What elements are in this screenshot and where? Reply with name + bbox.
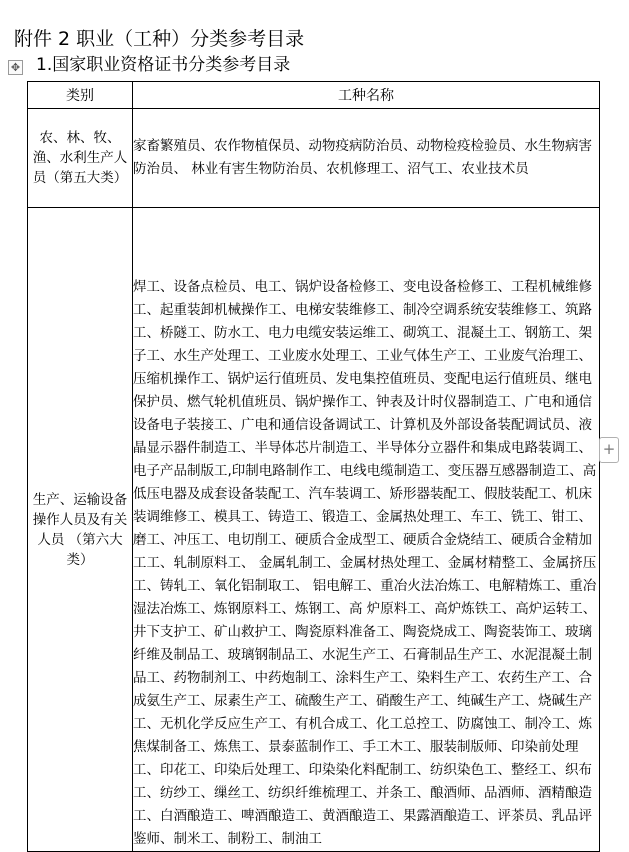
- table-header-row: [28, 82, 600, 109]
- category-cell: 农、林、牧、渔、水利生产人员（第五大类）: [28, 109, 133, 208]
- header-category: 类别: [28, 82, 133, 109]
- occupation-catalog-table: [27, 81, 600, 852]
- header-names: 工种名称: [133, 82, 600, 109]
- table-row: [28, 109, 600, 208]
- add-column-icon[interactable]: +: [599, 437, 619, 463]
- category-cell: 生产、运输设备操作人员及有关人员 （第六大类）: [28, 208, 133, 852]
- table-move-handle-icon[interactable]: ✥: [8, 60, 23, 75]
- table-title: 1.国家职业资格证书分类参考目录: [36, 55, 291, 75]
- table-row: [28, 208, 600, 852]
- names-cell: 家畜繁殖员、农作物植保员、动物疫病防治员、动物检疫检验员、水生物病害防治员、 林业有害生物防治员、农机修理工、沼气工、农业技术员: [133, 109, 600, 208]
- names-cell: 焊工、设备点检员、电工、锅炉设备检修工、变电设备检修工、工程机械维修工、起重装卸机械操作工、电梯安装维修工、制冷空调系统安装维修工、筑路工、桥隧工、防水工、电力电缆安装运维工、砌筑工、混凝土工、钢筋工、架子工、水生产处理工、工业废水处理工、工业气体生产工、工业废气治理工、压缩机操作工、锅炉运行值班员、发电集控值班员、变配电运行值班员、继电保护员、燃气轮机值班员、锅炉操作工、钟表及计时仪器制造工、广电和通信设备电子装接工、广电和通信设备调试工、计算机及外部设备装配调试员、液晶显示器件制造工、半导体芯片制造工、半导体分立器件和集成电路装调工、电子产品制版工,印制电路制作工、电线电缆制造工、变压器互感器制造工、高低压电器及成套设备装配工、汽车装调工、矫形器装配工、假肢装配工、机床装调维修工、模具工、铸造工、锻造工、金属热处理工、车工、铣工、钳工、磨工、冲压工、电切削工、硬质合金成型工、硬质合金烧结工、硬质合金精加工工、轧制原料工、 金属轧制工、金属材热处理工、金属材精整工、金属挤压工、铸轧工、氧化铝制取工、 铝电解工、重冶火法冶炼工、电解精炼工、重冶湿法冶炼工、炼钢原料工、炼钢工、高 炉原料工、高炉炼铁工、高炉运转工、井下支护工、矿山救护工、陶瓷原料准备工、陶瓷烧成工、陶瓷装饰工、玻璃纤维及制品工、玻璃钢制品工、水泥生产工、石膏制品生产工、水泥混凝土制品工、药物制剂工、中药炮制工、涂料生产工、染料生产工、农药生产工、合成氨生产工、尿素生产工、硫酸生产工、硝酸生产工、纯碱生产工、烧碱生产工、无机化学反应生产工、有机合成工、化工总控工、防腐蚀工、制冷工、炼焦煤制备工、炼焦工、景泰蓝制作工、手工木工、服装制版师、印染前处理工、印花工、印染后处理工、印染染化料配制工、纺织染色工、整经工、织布工、纺纱工、缫丝工、纺织纤维梳理工、并条工、酿酒师、品酒师、酒精酿造工、白酒酿造工、啤酒酿造工、黄酒酿造工、果露酒酿造工、评茶员、乳品评鉴师、制米工、制粉工、制油工: [133, 208, 600, 852]
- document-heading: 附件 2 职业（工种）分类参考目录: [14, 28, 305, 50]
